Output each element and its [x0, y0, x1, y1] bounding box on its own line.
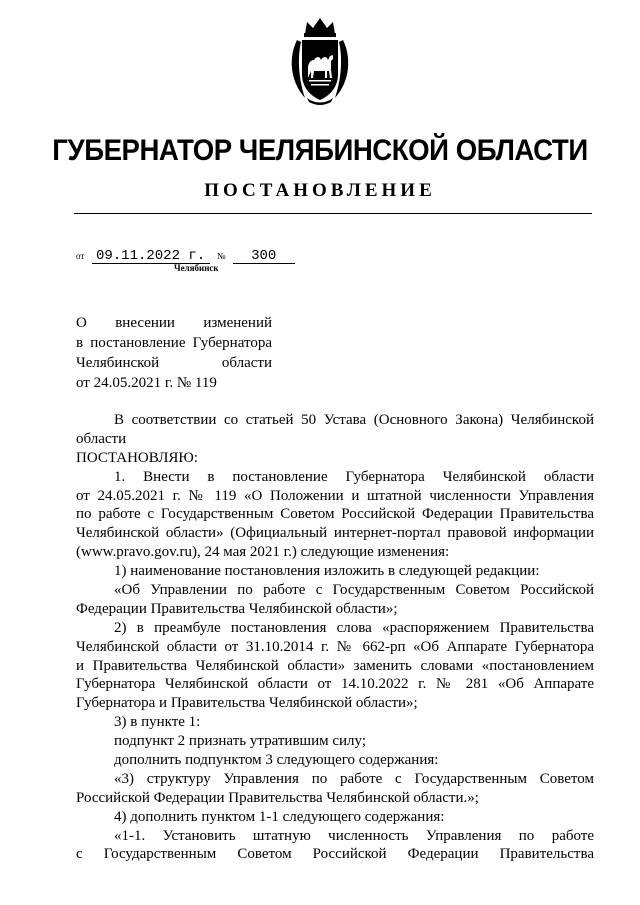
- body-line: 2) в преамбуле постановления слова «распоряжением Правительства: [114, 619, 594, 636]
- body-line: Челябинской области от 31.10.2014 г. № 662-рп «Об Аппарате Губернатора: [76, 638, 594, 655]
- subject-line: от 24.05.2021 г. № 119: [76, 375, 217, 391]
- body-line: с Государственным Советом Российской Федерации Правительства: [76, 846, 594, 863]
- governor-title: ГУБЕРНАТОР ЧЕЛЯБИНСКОЙ ОБЛАСТИ: [52, 134, 588, 167]
- body-line: Челябинской области» (Официальный интернет-портал правовой информации: [76, 525, 594, 542]
- document-date: 09.11.2022 г.: [92, 249, 210, 264]
- body-line: области: [76, 430, 127, 447]
- body-line: Губернатора Челябинской области от 14.10.2022 г. № 281 «Об Аппарате: [76, 676, 594, 693]
- body-line: по работе с Государственным Советом Российской Федерации Правительства: [76, 506, 594, 523]
- body-line: 1) наименование постановления изложить в следующей редакции:: [114, 563, 540, 580]
- subject-line: О внесении изменений: [76, 315, 272, 331]
- body-line: (www.pravo.gov.ru), 24 мая 2021 г.) следующие изменения:: [76, 544, 450, 561]
- body-line: подпункт 2 признать утратившим силу;: [114, 733, 366, 750]
- body-line: «1-1. Установить штатную численность Управления по работе: [114, 827, 594, 844]
- body-line: Федерации Правительства Челябинской области»;: [76, 600, 398, 617]
- subject-line: в постановление Губернатора: [76, 335, 272, 351]
- body-line: 3) в пункте 1:: [114, 714, 201, 731]
- document-number: 300: [233, 249, 295, 264]
- document-date-number: [76, 247, 295, 264]
- date-prefix: от: [76, 251, 85, 261]
- body-line: «3) структуру Управления по работе с Государственным Советом: [114, 770, 594, 787]
- body-line: «Об Управлении по работе с Государственным Советом Российской: [114, 582, 594, 599]
- body-line: и Правительства Челябинской области» заменить словами «постановлением: [76, 657, 594, 674]
- body-line: В соответствии со статьей 50 Устава (Основного Закона) Челябинской: [114, 412, 594, 428]
- body-line: дополнить подпунктом 3 следующего содержания:: [114, 752, 439, 769]
- body-line: 4) дополнить пунктом 1-1 следующего содержания:: [114, 808, 445, 825]
- body-line: от 24.05.2021 г. № 119 «О Положении и штатной численности Управления: [76, 487, 594, 504]
- subject-line: Челябинской области: [76, 355, 272, 371]
- document-subject: [76, 313, 272, 393]
- document-body: [76, 411, 594, 864]
- document-type-title: ПОСТАНОВЛЕНИЕ: [204, 180, 436, 201]
- number-prefix: №: [216, 251, 226, 261]
- body-line: 1. Внести в постановление Губернатора Челябинской области: [114, 468, 594, 485]
- coat-of-arms-emblem: [287, 14, 353, 106]
- body-line: ПОСТАНОВЛЯЮ:: [76, 449, 198, 466]
- document-city: Челябинск: [174, 263, 219, 273]
- body-line: Российской Федерации Правительства Челябинской области.»;: [76, 789, 479, 806]
- body-line: Губернатора и Правительства Челябинской области»;: [76, 695, 418, 712]
- header-divider: [74, 213, 592, 214]
